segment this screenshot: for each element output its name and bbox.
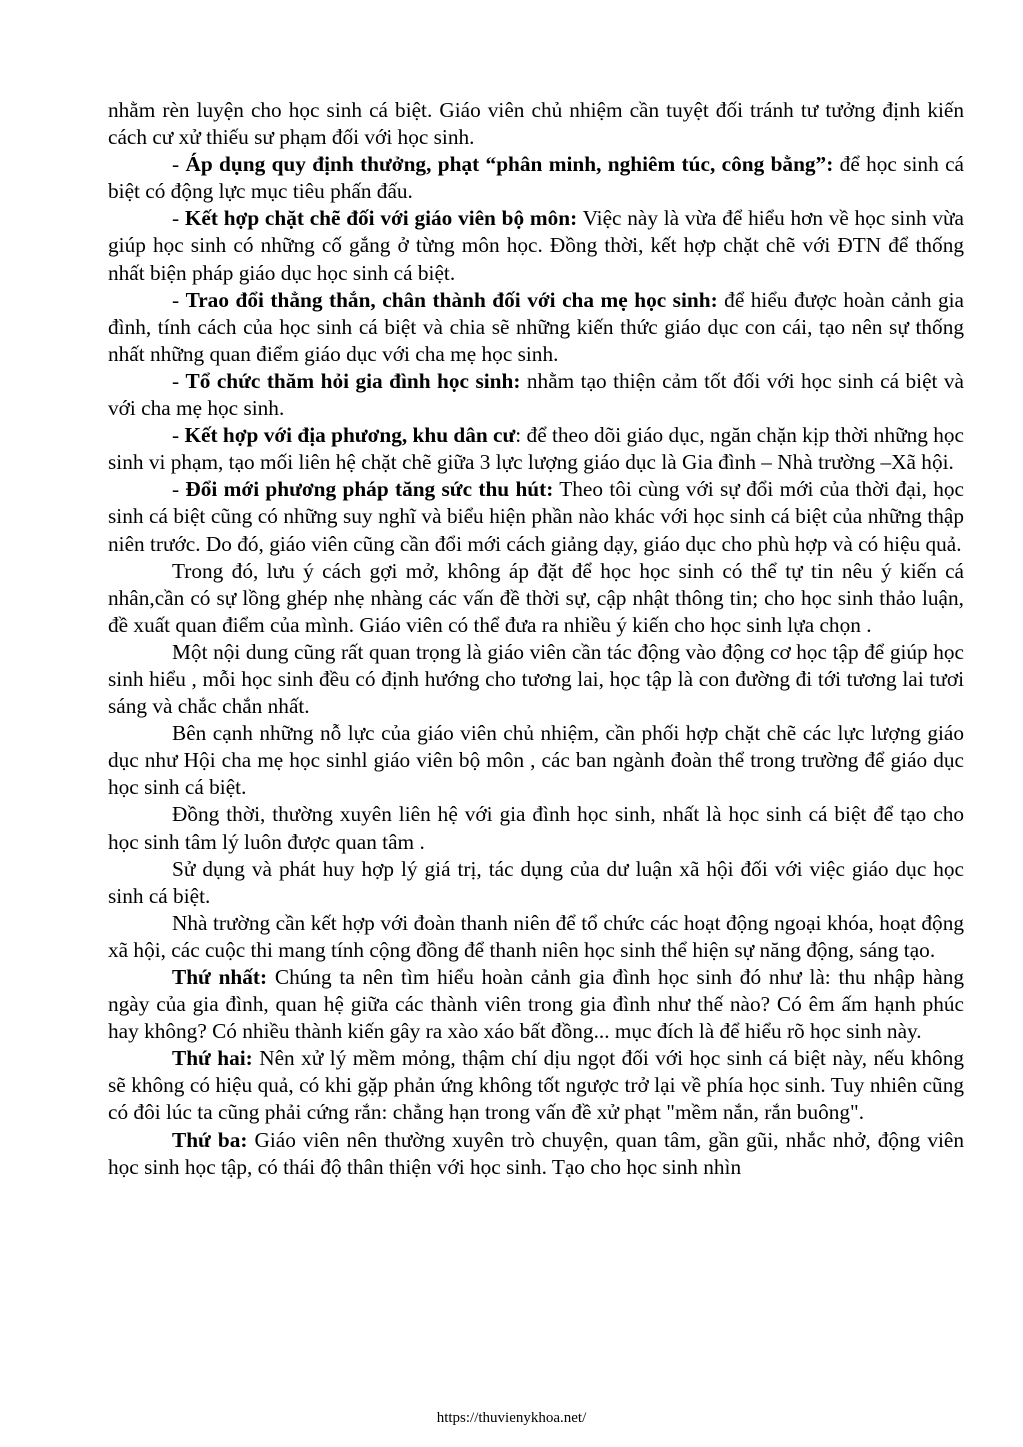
paragraph-text: Chúng ta nên tìm hiểu hoàn cảnh gia đình học sinh đó như là: thu nhập hàng ngày của gia đình, quan hệ giữa các thành viên trong gia đình như thế nào? Có êm ấm hạnh phúc hay không? Có nhiều thành kiến gây ra xào xáo bất đồng... mục đích là để hiểu rõ học sinh này. [108,965,964,1044]
paragraph-text: nhằm tạo thiện cảm tốt đối với học sinh cá biệt và với cha mẹ học sinh. [108,368,964,421]
paragraph-first [108,964,964,1045]
paragraph-text: Sử dụng và phát huy hợp lý giá trị, tác dụng của dư luận xã hội đối với việc giáo dục học sinh cá biệt. [108,856,964,908]
paragraph-text: Nên xử lý mềm mỏng, thậm chí dịu ngọt đối với học sinh cá biệt này, nếu không sẽ không có hiệu quả, có khi gặp phản ứng không tốt ngược trở lại về phía học sinh. Tuy nhiên cũng có đôi lúc ta cũng phải cứng rắn: chẳng hạn trong vấn đề xử phạt "mềm nắn, rắn buông". [108,1046,965,1125]
paragraph-text: Việc này là vừa để hiểu hơn về học sinh vừa giúp học sinh có những cố gắng ở từng môn học. Đồng thời, kết hợp chặt chẽ với ĐTN để thống nhất biện pháp giáo dục học sinh cá biệt. [108,206,964,285]
document-body [108,97,964,1181]
paragraph-text: để học sinh cá biệt có động lực mục tiêu phấn đấu. [108,152,964,204]
paragraph-subject-teachers [108,205,964,286]
paragraph-text: Một nội dung cũng rất quan trọng là giáo viên cần tác động vào động cơ học tập để giúp học sinh hiểu , mỗi học sinh đều có định hướng cho tương lai, học tập là con đường đi tới tương lai tươi sáng và chắc chắn nhất. [108,639,964,719]
paragraph-heading: Thứ hai: [172,1046,253,1071]
paragraph-heading: Kết hợp với địa phương, khu dân cư [184,423,516,448]
paragraph-motivation [108,639,964,720]
paragraph-text: Giáo viên nên thường xuyên trò chuyện, quan tâm, gần gũi, nhắc nhở, động viên học sinh học tập, có thái độ thân thiện với học sinh. Tạo cho học sinh nhìn [108,1127,964,1179]
page-footer [0,1410,1023,1427]
paragraph-text: Đồng thời, thường xuyên liên hệ với gia đình học sinh, nhất là học sinh cá biệt để tạo cho học sinh tâm lý luôn được quan tâm . [108,802,964,854]
bullet-dash: - [172,287,186,312]
paragraph-public-opinion [108,856,964,910]
paragraph-text: nhằm rèn luyện cho học sinh cá biệt. Giáo viên chủ nhiệm cần tuyệt đối tránh tư tưởng định kiến cách cư xử thiếu sư phạm đối với học sinh. [108,98,964,150]
paragraph-text: : để theo dõi giáo dục, ngăn chặn kịp thời những học sinh vi phạm, tạo mối liên hệ chặt chẽ giữa 3 lực lượng giáo dục là Gia đình – Nhà trường –Xã hội. [108,423,965,475]
bullet-dash: - [172,368,186,393]
paragraph-text: Bên cạnh những nỗ lực của giáo viên chủ nhiệm, cần phối hợp chặt chẽ các lực lượng giáo dục như Hội cha mẹ học sinhl giáo viên bộ môn , các ban ngành đoàn thể trong trường để giáo dục học sinh cá biệt. [108,721,964,800]
paragraph-heading: Thứ nhất: [172,965,268,989]
paragraph-text: Nhà trường cần kết hợp với đoàn thanh niên để tổ chức các hoạt động ngoại khóa, hoạt động xã hội, các cuộc thi mang tính cộng đồng để thanh niên học sinh thể hiện sự năng động, sáng tạo. [108,910,964,962]
bullet-dash: - [172,477,186,502]
footer-url: https://thuvienykhoa.net/ [436,1410,587,1426]
paragraph-heading: Đổi mới phương pháp tăng sức thu hút: [185,477,554,502]
paragraph-text: để hiểu được hoàn cảnh gia đình, tính cách của học sinh cá biệt và chia sẽ những kiến thức giáo dục con cái, tạo nên sự thống nhất những quan điểm giáo dục với cha mẹ học sinh. [108,287,964,366]
paragraph-heading: Kết hợp chặt chẽ đối với giáo viên bộ môn: [184,206,578,231]
paragraph-heading: Trao đổi thẳng thắn, chân thành đối với cha mẹ học sinh: [185,287,718,312]
paragraph-second [108,1045,964,1126]
paragraph-continuation [108,97,964,151]
paragraph-coordination [108,720,964,801]
bullet-dash: - [172,206,185,231]
paragraph-home-visits [108,368,964,422]
paragraph-heading: Thứ ba: [172,1127,248,1152]
paragraph-local-community [108,422,964,476]
paragraph-text: Trong đó, lưu ý cách gợi mở, không áp đặt để học học sinh có thể tự tin nêu ý kiến cá nhân,cần có sự lồng ghép nhẹ nhàng các vấn đề thời sự, cập nhật thông tin; cho học sinh thảo luận, đề xuất quan điểm của mình. Giáo viên có thể đưa ra nhiều ý kiến cho học sinh lựa chọn . [108,558,964,637]
paragraph-reward-punishment [108,151,964,205]
paragraph-parents [108,287,964,368]
paragraph-family-contact [108,801,964,855]
bullet-dash: - [172,423,185,448]
paragraph-new-methods [108,476,964,557]
paragraph-heading: Tổ chức thăm hỏi gia đình học sinh: [185,368,521,393]
paragraph-third [108,1127,964,1181]
paragraph-guidance [108,558,964,639]
paragraph-heading: Áp dụng quy định thưởng, phạt “phân minh, nghiêm túc, công bằng”: [185,152,834,177]
bullet-dash: - [172,152,186,177]
paragraph-youth-union [108,910,964,964]
paragraph-text: Theo tôi cùng với sự đổi mới của thời đại, học sinh cá biệt cũng có những suy nghĩ và biểu hiện phần nào khác với học sinh cá biệt của những thập niên trước. Do đó, giáo viên cũng cần đổi mới cách giảng dạy, giáo dục cho phù hợp và có hiệu quả. [108,477,965,556]
